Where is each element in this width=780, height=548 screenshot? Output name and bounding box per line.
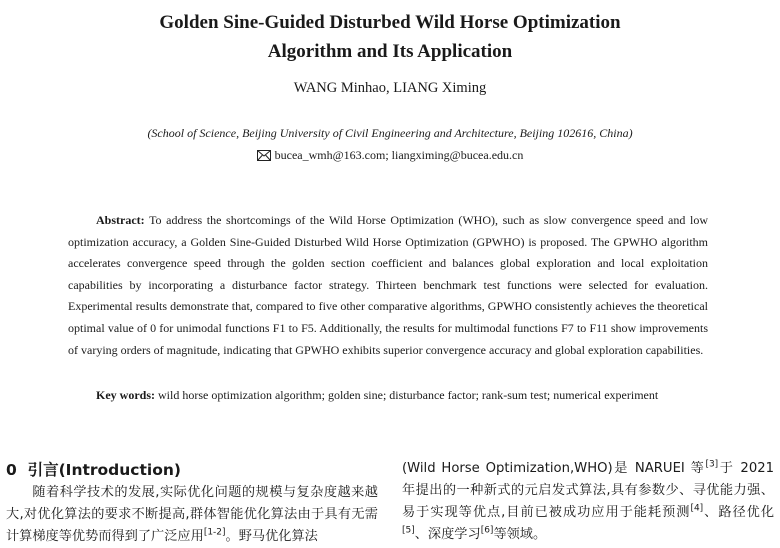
body-column-right (402, 458, 774, 546)
paragraph-text: 等领域。 (493, 527, 547, 542)
paragraph-text: 随着科学技术的发展,实际优化问题的规模与复杂度越来越大,对优化算法的要求不断提高,群体智能优化算法由于具有无需计算梯度等优势而得到了广泛应用 (6, 485, 378, 544)
citation-ref[interactable]: [5] (402, 525, 415, 536)
section-heading (6, 458, 378, 482)
email-text[interactable]: bucea_wmh@163.com; liangximing@bucea.edu.cn (274, 148, 524, 162)
affiliation: (School of Science, Beijing University of Civil Engineering and Architecture, Beijing 102616, China) (147, 126, 633, 140)
keywords-text: wild horse optimization algorithm; golden sine; disturbance factor; rank-sum test; numerical experiment (158, 388, 659, 402)
keywords (96, 385, 736, 405)
abstract (68, 210, 708, 361)
citation-ref[interactable]: [1-2] (203, 527, 226, 538)
paragraph-text: 于 2021 年提出的一种新式的元启发式算法,具有参数少、寻优能力强、易于实现等优点,目前已被成功应用于能耗预测 (402, 461, 774, 520)
citation-ref[interactable]: [6] (480, 525, 494, 536)
paragraph-text: 、路径优化 (703, 505, 775, 520)
abstract-text: To address the shortcomings of the Wild Horse Optimization (WHO), such as slow convergence speed and low optimization accuracy, a Golden Sine-Guided Disturbed Wild Horse Optimization (GPWHO) is proposed. The GPWHO algorithm accelerates convergence speed through the golden section coefficient and balances global exploration and local exploitation capabilities by incorporating a disturbance factor strategy. Thirteen benchmark test functions were selected for evaluation. Experimental results demonstrate that, compared to five other comparative algorithms, GPWHO consistently achieves the theoretical optimal value of 0 for unimodal functions F1 to F5. Additionally, the results for multimodal functions F7 to F11 show improvements of varying orders of magnitude, indicating that GPWHO exhibits superior convergence accuracy and global exploration capabilities. (68, 213, 708, 357)
paragraph-text: 、深度学习 (414, 527, 481, 542)
section-title: 引言(Introduction) (27, 461, 181, 479)
paragraph-intro-left (6, 482, 378, 548)
paper-title-line-1: Golden Sine-Guided Disturbed Wild Horse Optimization (159, 12, 621, 33)
paper-title (0, 8, 780, 66)
paper-title-line-2: Algorithm and Its Application (267, 41, 513, 62)
paragraph-intro-right (402, 458, 774, 546)
abstract-label: Abstract: (96, 213, 145, 227)
section-number: 0 (6, 461, 17, 479)
authors: WANG Minhao, LIANG Ximing (293, 80, 487, 96)
citation-ref[interactable]: [3] (705, 459, 719, 470)
citation-ref[interactable]: [4] (690, 503, 704, 514)
paragraph-text: 。野马优化算法 (225, 529, 318, 544)
keywords-label: Key words: (96, 388, 155, 402)
envelope-icon (257, 150, 271, 161)
paragraph-text: (Wild Horse Optimization,WHO)是 NARUEI 等 (402, 461, 706, 476)
email-line (0, 148, 780, 163)
body-column-left (6, 458, 378, 548)
